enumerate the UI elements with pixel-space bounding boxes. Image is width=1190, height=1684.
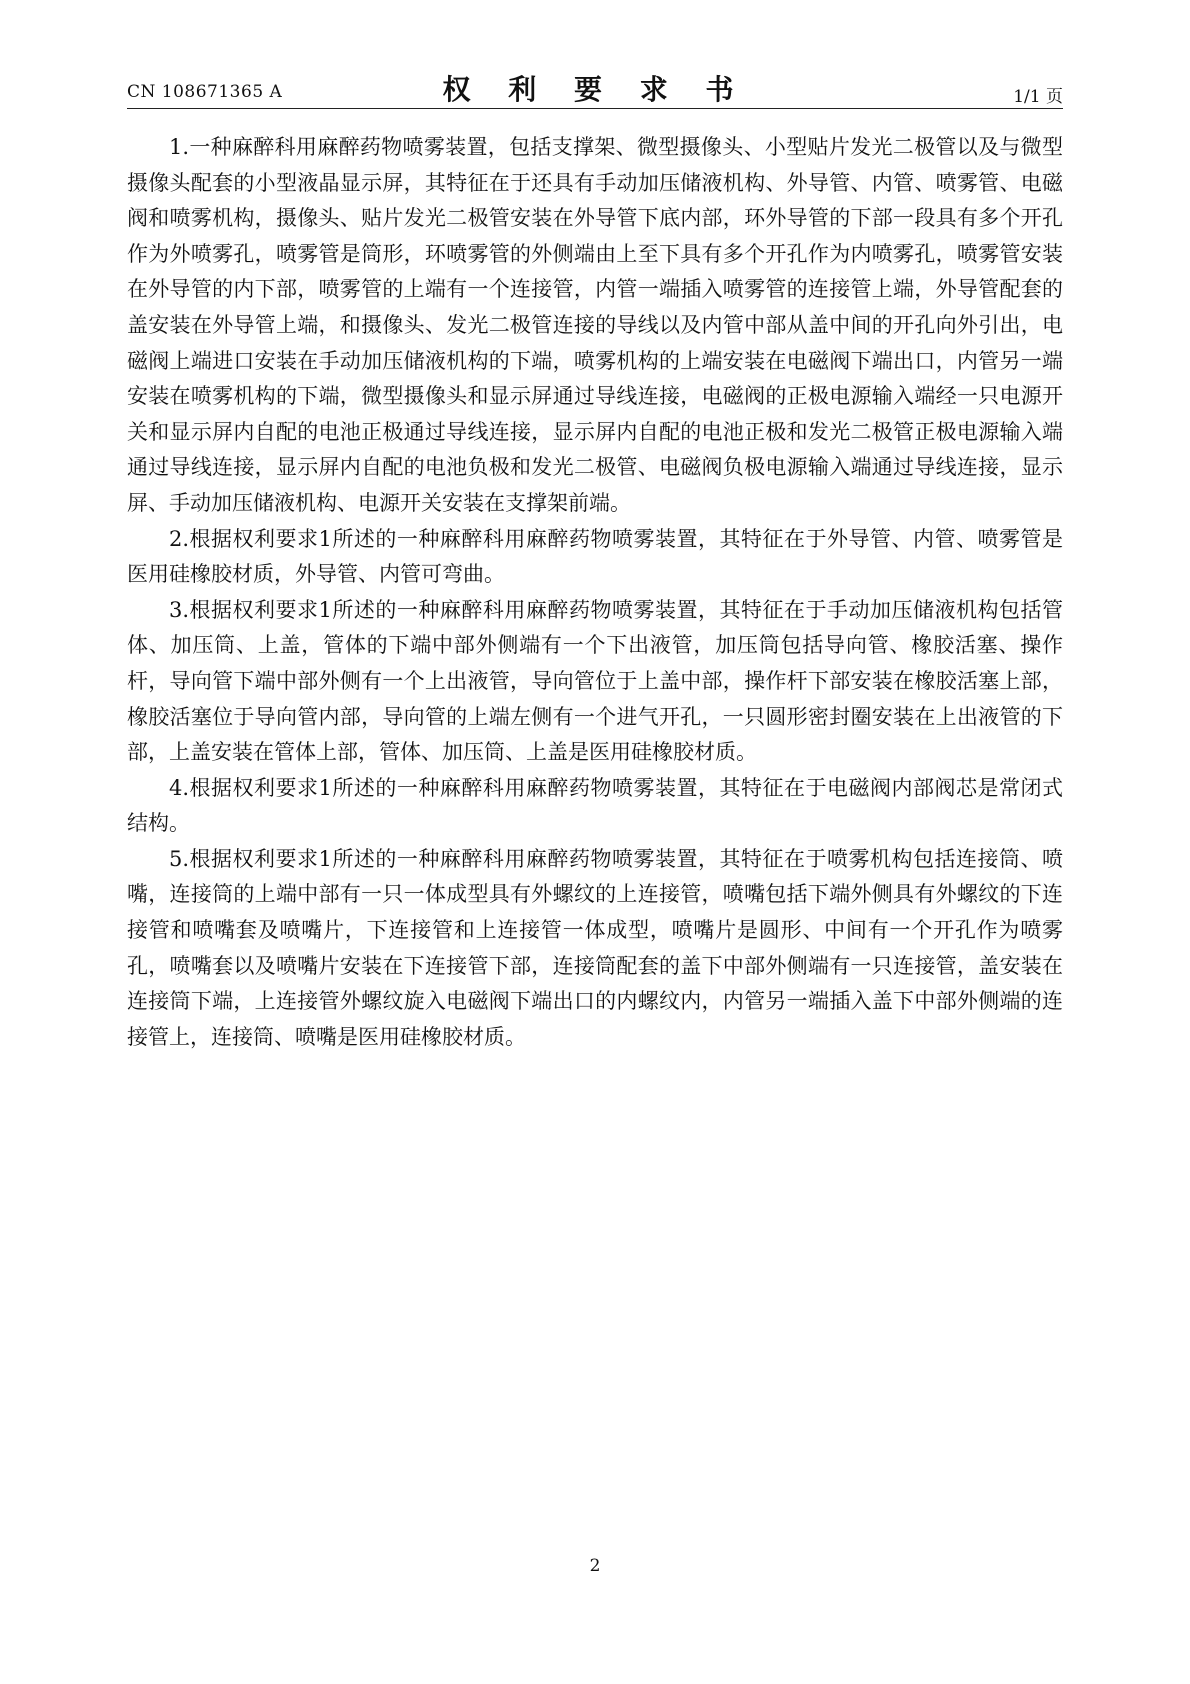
claim-4: 4.根据权利要求1所述的一种麻醉科用麻醉药物喷雾装置，其特征在于电磁阀内部阀芯是常闭式结构。 bbox=[127, 775, 1063, 836]
page-indicator: 1/1 页 bbox=[1013, 87, 1063, 107]
claim-2: 2.根据权利要求1所述的一种麻醉科用麻醉药物喷雾装置，其特征在于外导管、内管、喷雾管是医用硅橡胶材质，外导管、内管可弯曲。 bbox=[127, 526, 1063, 587]
claims-body bbox=[127, 130, 1063, 1055]
claim-1: 1.一种麻醉科用麻醉药物喷雾装置，包括支撑架、微型摄像头、小型贴片发光二极管以及与微型摄像头配套的小型液晶显示屏，其特征在于还具有手动加压储液机构、外导管、内管、喷雾管、电磁阀和喷雾机构，摄像头、贴片发光二极管安装在外导管下底内部，环外导管的下部一段具有多个开孔作为外喷雾孔，喷雾管是筒形，环喷雾管的外侧端由上至下具有多个开孔作为内喷雾孔，喷雾管安装在外导管的内下部，喷雾管的上端有一个连接管，内管一端插入喷雾管的连接管上端，外导管配套的盖安装在外导管上端，和摄像头、发光二极管连接的导线以及内管中部从盖中间的开孔向外引出，电磁阀上端进口安装在手动加压储液机构的下端，喷雾机构的上端安装在电磁阀下端出口，内管另一端安装在喷雾机构的下端，微型摄像头和显示屏通过导线连接，电磁阀的正极电源输入端经一只电源开关和显示屏内自配的电池正极通过导线连接，显示屏内自配的电池正极和发光二极管正极电源输入端通过导线连接，显示屏内自配的电池负极和发光二极管、电磁阀负极电源输入端通过导线连接，显示屏、手动加压储液机构、电源开关安装在支撑架前端。 bbox=[127, 135, 1063, 515]
document-title: 权 利 要 求 书 bbox=[442, 73, 748, 106]
page-header bbox=[127, 60, 1063, 110]
page-number: 2 bbox=[589, 1556, 601, 1576]
publication-number: CN 108671365 A bbox=[127, 82, 283, 102]
header-divider bbox=[127, 108, 1063, 109]
claim-3: 3.根据权利要求1所述的一种麻醉科用麻醉药物喷雾装置，其特征在于手动加压储液机构包括管体、加压筒、上盖，管体的下端中部外侧端有一个下出液管，加压筒包括导向管、橡胶活塞、操作杆，导向管下端中部外侧有一个上出液管，导向管位于上盖中部，操作杆下部安装在橡胶活塞上部，橡胶活塞位于导向管内部，导向管的上端左侧有一个进气开孔，一只圆形密封圈安装在上出液管的下部，上盖安装在管体上部，管体、加压筒、上盖是医用硅橡胶材质。 bbox=[127, 597, 1063, 765]
claim-5: 5.根据权利要求1所述的一种麻醉科用麻醉药物喷雾装置，其特征在于喷雾机构包括连接筒、喷嘴，连接筒的上端中部有一只一体成型具有外螺纹的上连接管，喷嘴包括下端外侧具有外螺纹的下连接管和喷嘴套及喷嘴片，下连接管和上连接管一体成型，喷嘴片是圆形、中间有一个开孔作为喷雾孔，喷嘴套以及喷嘴片安装在下连接管下部，连接筒配套的盖下中部外侧端有一只连接管，盖安装在连接筒下端，上连接管外螺纹旋入电磁阀下端出口的内螺纹内，内管另一端插入盖下中部外侧端的连接管上，连接筒、喷嘴是医用硅橡胶材质。 bbox=[127, 846, 1063, 1049]
